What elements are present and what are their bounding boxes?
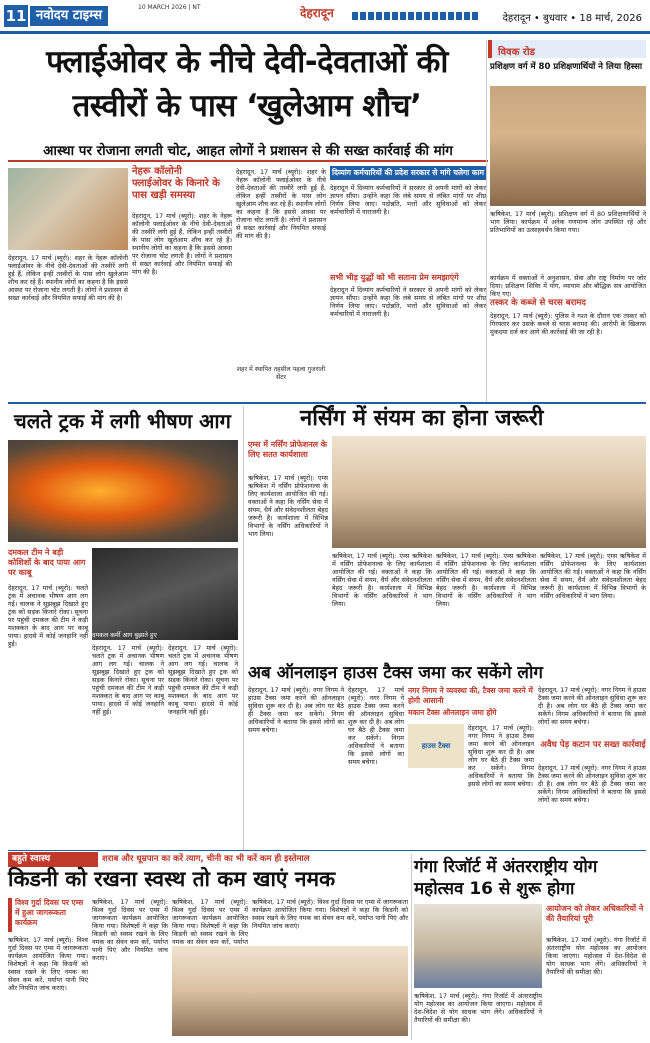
rule-mid-col <box>243 406 244 850</box>
lead-headline: फ्लाईओवर के नीचे देवी-देवताओं की तस्वीरों के पास ‘खुलेआम शौच’ <box>46 44 448 124</box>
rule-bottom <box>8 850 646 851</box>
sidebar-label-plate <box>488 40 646 58</box>
fire-caption: दमकल कर्मी आग बुझाते हुए <box>92 632 157 639</box>
tax-body-col4: देहरादून, 17 मार्च (ब्यूरो): नगर निगम ने हाउस टैक्स जमा करने की ऑनलाइन सुविधा शुरू कर दी है। अब लोग घर बैठे ही टैक्स जमा कर सकेंगे। निगम अधिकारियों ने बताया कि इससे लोगों का समय बचेगा। <box>538 686 646 726</box>
nursing-photo <box>332 436 646 548</box>
yoga-photo <box>414 904 542 988</box>
tax-point-1: नगर निगम ने व्यवस्था की, टैक्स जमा करने में होगी आसानी <box>408 686 533 705</box>
tax-side-head: अवैध पेड़ कटान पर सख्त कार्रवाई <box>540 740 646 750</box>
lead-side-body: देहरादून में दिव्यांग कर्मचारियों ने सरकार से अपनी मांगों को लेकर ज्ञापन सौंपा। उन्होंने कहा कि लंबे समय से लंबित मांगों पर शीघ्र निर्णय लिया जाए। पदोन्नति, भत्तों और सुविधाओं को लेकर कर्मचारियों में नाराजगी है। <box>330 184 486 216</box>
sidebar-head: प्रशिक्षण वर्ग में 80 प्रशिक्षणार्थियों ने लिया हिस्सा <box>490 62 643 72</box>
yoga-kicker: आयोजन को लेकर अधिकारियों ने की तैयारियां पूरी <box>546 904 644 923</box>
kidney-kicker: विश्व गुर्दा दिवस पर एम्स में हुआ जागरूकता कार्यक्रम <box>8 898 88 932</box>
tax-body-col3: देहरादून, 17 मार्च (ब्यूरो): नगर निगम ने हाउस टैक्स जमा करने की ऑनलाइन सुविधा शुरू कर दी है। अब लोग घर बैठे ही टैक्स जमा कर सकेंगे। निगम अधिकारियों ने बताया कि इससे लोगों का समय बचेगा। <box>468 724 534 788</box>
tax-badge: हाउस टैक्स <box>421 742 451 750</box>
kidney-body-col3: ऋषिकेश, 17 मार्च (ब्यूरो): विश्व गुर्दा दिवस पर एम्स में जागरूकता कार्यक्रम आयोजित किया गया। विशेषज्ञों ने कहा कि किडनी को स्वस्थ रखने के लिए नमक का सेवन कम करें, पर्याप्त <box>172 898 248 946</box>
banner-label: बहुते स्वास्थ <box>8 852 98 867</box>
yoga-headline: गंगा रिजॉर्ट में अंतरराष्ट्रीय योग महोत्सव 16 से शुरू होगा <box>414 857 598 899</box>
masthead <box>0 0 650 34</box>
kidney-body-col4: ऋषिकेश, 17 मार्च (ब्यूरो): विश्व गुर्दा दिवस पर एम्स में जागरूकता कार्यक्रम आयोजित किया गया। विशेषज्ञों ने कहा कि किडनी को स्वस्थ रखने के लिए नमक का सेवन कम करें, पर्याप्त पानी पिएं और नियमित जांच कराएं। <box>252 898 408 930</box>
lead-kicker: नेहरू कॉलोनी फ्लाईओवर के किनारे के पास खड़ी समस्या <box>132 166 220 201</box>
sidebar-sub-body: देहरादून, 17 मार्च (ब्यूरो): पुलिस ने गश्त के दौरान एक तस्कर को गिरफ्तार कर उसके कब्जे से चरस बरामद की। आरोपी के खिलाफ मुकदमा दर्ज कर आगे की कार्रवाई की जा रही है। <box>490 312 646 336</box>
sidebar-label: विवक रोड <box>498 47 535 58</box>
nursing-headline: नर्सिंग में संयम का होना जरूरी <box>300 406 544 431</box>
paper-name: नवोदय टाइम्स <box>30 6 108 26</box>
sidebar-photo <box>490 86 646 206</box>
tax-point-2: मकान टैक्स ऑनलाइन जमा होंगे <box>408 708 497 717</box>
lead-body-col1: देहरादून, 17 मार्च (ब्यूरो): शहर के नेहरू कॉलोनी फ्लाईओवर के नीचे देवी-देवताओं की तस्वीरें लगी हुई हैं, लेकिन इन्हीं तस्वीरों के पास लोग खुलेआम शौच कर रहे हैं। स्थानीय लोगों का कहना है कि इससे आस्था पर रोजाना चोट लगती है। लोगों ने प्रशासन से सख्त कार्रवाई और नियमित सफाई की मांग की है। <box>8 254 128 302</box>
fire-body-col2: देहरादून, 17 मार्च (ब्यूरो): चलते ट्रक में अचानक भीषण आग लग गई। चालक ने सूझबूझ दिखाते हुए ट्रक को सड़क किनारे रोका। सूचना पर पहुंची दमकल की टीम ने कड़ी मशक्कत के बाद आग पर काबू पाया। हादसे में कोई जनहानि नहीं हुई। <box>92 644 164 716</box>
nursing-body-col4: ऋषिकेश, 17 मार्च (ब्यूरो): एम्स ऋषिकेश में नर्सिंग प्रोफेशनल्स के लिए कार्यशाला आयोजित की गई। वक्ताओं ने कहा कि नर्सिंग सेवा में संयम, धैर्य और संवेदनशीलता बेहद जरूरी है। कार्यशाला में विभिन्न विभागों के नर्सिंग अधिकारियों ने भाग लिया। <box>540 552 646 600</box>
nursing-body-col3: ऋषिकेश, 17 मार्च (ब्यूरो): एम्स ऋषिकेश में नर्सिंग प्रोफेशनल्स के लिए कार्यशाला आयोजित की गई। वक्ताओं ने कहा कि नर्सिंग सेवा में संयम, धैर्य और संवेदनशीलता बेहद जरूरी है। कार्यशाला में विभिन्न विभागों के नर्सिंग अधिकारियों ने भाग लिया। <box>436 552 536 608</box>
rule-mid <box>8 402 646 404</box>
lead-photo-caption: शहर में स्थापित तहसील पहला गुजराती सेंटर <box>236 366 326 381</box>
fire-kicker: दमकल टीम ने बड़ी कोशिशों के बाद पाया आग पर काबू <box>8 548 86 577</box>
yoga-body-col1: ऋषिकेश, 17 मार्च (ब्यूरो): गंगा रिजॉर्ट में अंतरराष्ट्रीय योग महोत्सव का आयोजन किया जाएगा। महोत्सव में देश-विदेश से योग साधक भाग लेंगे। अधिकारियों ने तैयारियों की समीक्षा की। <box>414 992 542 1024</box>
rule-bottom-col <box>411 854 412 1040</box>
sidebar-photo-caption: ऋषिकेश, 17 मार्च (ब्यूरो): प्रशिक्षण वर्ग में 80 प्रशिक्षणार्थियों ने भाग लिया। कार्यक्रम में अनेक गणमान्य लोग उपस्थित रहे और प्रतिभागियों का उत्साहवर्धन किया गया। <box>490 210 646 234</box>
kidney-photo <box>172 946 408 1036</box>
lead-photo <box>8 168 128 250</box>
sidebar-body: कार्यक्रम में वक्ताओं ने अनुशासन, सेवा और राष्ट्र निर्माण पर जोर दिया। प्रशिक्षण शिविर में योग, व्यायाम और बौद्धिक सत्र आयोजित किए गए। <box>490 274 646 298</box>
fire-photo-1 <box>8 440 238 542</box>
kidney-headline: किडनी को रखना स्वस्थ तो कम खाएं नमक <box>8 867 336 891</box>
fire-body-col1: देहरादून, 17 मार्च (ब्यूरो): चलते ट्रक में अचानक भीषण आग लग गई। चालक ने सूझबूझ दिखाते हुए ट्रक को सड़क किनारे रोका। सूचना पर पहुंची दमकल की टीम ने कड़ी मशक्कत के बाद आग पर काबू पाया। हादसे में कोई जनहानि नहीं हुई। <box>8 584 88 648</box>
lead-subhead: आस्था पर रोजाना लगती चोट, आहत लोगों ने प्रशासन से की सख्त कार्रवाई की मांग <box>8 140 488 162</box>
lead-side-head: दिव्यांग कर्मचारियों की प्रदेश सरकार से मांगे चलेगा काम <box>332 168 485 177</box>
tax-badge-image <box>408 724 464 768</box>
page-number: 11 <box>5 7 27 25</box>
nursing-kicker: एम्स में नर्सिंग प्रोफेशनल के लिए सतत कार्यशाला <box>248 440 328 459</box>
kidney-body-col2: ऋषिकेश, 17 मार्च (ब्यूरो): विश्व गुर्दा दिवस पर एम्स में जागरूकता कार्यक्रम आयोजित किया गया। विशेषज्ञों ने कहा कि किडनी को स्वस्थ रखने के लिए नमक का सेवन कम करें, पर्याप्त पानी पिएं और नियमित जांच कराएं। <box>92 898 168 962</box>
sidebar-sub-head: तस्कर के कब्जे से चरस बरामद <box>490 298 586 308</box>
masthead-tiny-line: 10 MARCH 2026 | NT <box>138 4 201 11</box>
nursing-body-col1: ऋषिकेश, 17 मार्च (ब्यूरो): एम्स ऋषिकेश में नर्सिंग प्रोफेशनल्स के लिए कार्यशाला आयोजित की गई। वक्ताओं ने कहा कि नर्सिंग सेवा में संयम, धैर्य और संवेदनशीलता बेहद जरूरी है। कार्यशाला में विभिन्न विभागों के नर्सिंग अधिकारियों ने भाग लिया। <box>248 474 328 538</box>
yoga-body-col2: ऋषिकेश, 17 मार्च (ब्यूरो): गंगा रिजॉर्ट में अंतरराष्ट्रीय योग महोत्सव का आयोजन किया जाएगा। महोत्सव में देश-विदेश से योग साधक भाग लेंगे। अधिकारियों ने तैयारियों की समीक्षा की। <box>546 936 646 976</box>
tax-headline: अब ऑनलाइन हाउस टैक्स जमा कर सकेंगे लोग <box>248 663 543 683</box>
banner-text: शराब और धूम्रपान का करें त्याग, चीनी का भी करें कम ही इस्तेमाल <box>102 854 310 864</box>
lead-body-col3: देहरादून, 17 मार्च (ब्यूरो): शहर के नेहरू कॉलोनी फ्लाईओवर के नीचे देवी-देवताओं की तस्वीरें लगी हुई हैं, लेकिन इन्हीं तस्वीरों के पास लोग खुलेआम शौच कर रहे हैं। स्थानीय लोगों का कहना है कि इससे आस्था पर रोजाना चोट लगती है। लोगों ने प्रशासन से सख्त कार्रवाई और नियमित सफाई की मांग की है। <box>236 168 326 240</box>
tax-side-body: देहरादून, 17 मार्च (ब्यूरो): नगर निगम ने हाउस टैक्स जमा करने की ऑनलाइन सुविधा शुरू कर दी है। अब लोग घर बैठे ही टैक्स जमा कर सकेंगे। निगम अधिकारियों ने बताया कि इससे लोगों का समय बचेगा। <box>538 764 646 804</box>
lead-body-col2: देहरादून, 17 मार्च (ब्यूरो): शहर के नेहरू कॉलोनी फ्लाईओवर के नीचे देवी-देवताओं की तस्वीरें लगी हुई हैं, लेकिन इन्हीं तस्वीरों के पास लोग खुलेआम शौच कर रहे हैं। स्थानीय लोगों का कहना है कि इससे आस्था पर रोजाना चोट लगती है। लोगों ने प्रशासन से सख्त कार्रवाई और नियमित सफाई की मांग की है। <box>132 212 232 276</box>
tax-body-col2: देहरादून, 17 मार्च (ब्यूरो): नगर निगम ने हाउस टैक्स जमा करने की ऑनलाइन सुविधा शुरू कर दी है। अब लोग घर बैठे ही टैक्स जमा कर सकेंगे। निगम अधिकारियों ने बताया कि इससे लोगों का समय बचेगा। <box>348 686 404 766</box>
dateline: देहरादून • बुधवार • 18 मार्च, 2026 <box>502 13 642 24</box>
fire-headline: चलते ट्रक में लगी भीषण आग <box>14 409 231 433</box>
rule-sidebar <box>486 40 487 402</box>
kidney-body-col1: ऋषिकेश, 17 मार्च (ब्यूरो): विश्व गुर्दा दिवस पर एम्स में जागरूकता कार्यक्रम आयोजित किया गया। विशेषज्ञों ने कहा कि किडनी को स्वस्थ रखने के लिए नमक का सेवन कम करें, पर्याप्त पानी पिएं और नियमित जांच कराएं। <box>8 936 88 992</box>
lead-side-head2: सभी भीड़ युद्धों को भी सताना प्रेम समझाएंगे <box>330 273 459 282</box>
fire-body-col3: देहरादून, 17 मार्च (ब्यूरो): चलते ट्रक में अचानक भीषण आग लग गई। चालक ने सूझबूझ दिखाते हुए ट्रक को सड़क किनारे रोका। सूचना पर पहुंची दमकल की टीम ने कड़ी मशक्कत के बाद आग पर काबू पाया। हादसे में कोई जनहानि नहीं हुई। <box>168 644 238 716</box>
fire-photo-2 <box>92 548 238 640</box>
lead-side-body2: देहरादून में दिव्यांग कर्मचारियों ने सरकार से अपनी मांगों को लेकर ज्ञापन सौंपा। उन्होंने कहा कि लंबे समय से लंबित मांगों पर शीघ्र निर्णय लिया जाए। पदोन्नति, भत्तों और सुविधाओं को लेकर कर्मचारियों में नाराजगी है। <box>330 286 486 318</box>
section-name: देहरादून <box>300 6 334 20</box>
tax-body-col1: देहरादून, 17 मार्च (ब्यूरो): नगर निगम ने हाउस टैक्स जमा करने की ऑनलाइन सुविधा शुरू कर दी है। अब लोग घर बैठे ही टैक्स जमा कर सकेंगे। निगम अधिकारियों ने बताया कि इससे लोगों का समय बचेगा। <box>248 686 344 734</box>
nursing-body-col2: ऋषिकेश, 17 मार्च (ब्यूरो): एम्स ऋषिकेश में नर्सिंग प्रोफेशनल्स के लिए कार्यशाला आयोजित की गई। वक्ताओं ने कहा कि नर्सिंग सेवा में संयम, धैर्य और संवेदनशीलता बेहद जरूरी है। कार्यशाला में विभिन्न विभागों के नर्सिंग अधिकारियों ने भाग लिया। <box>332 552 432 608</box>
section-bar <box>352 12 480 20</box>
